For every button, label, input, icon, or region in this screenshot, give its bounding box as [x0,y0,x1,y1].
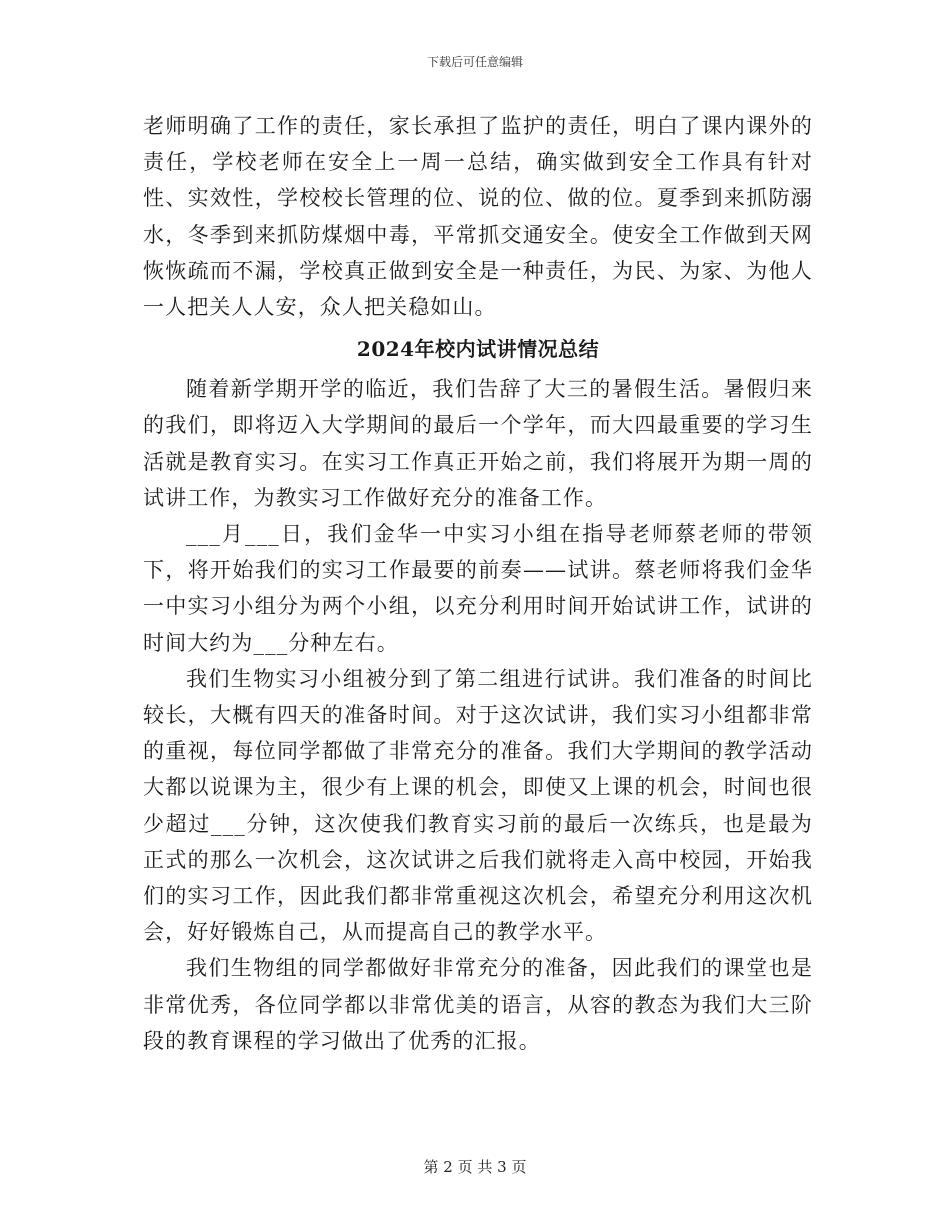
paragraph-2: ___月___日，我们金华一中实习小组在指导老师蔡老师的带领下，将开始我们的实习工作最要的前奏——试讲。蔡老师将我们金华一中实习小组分为两个小组，以充分利用时间开始试讲工作，试讲的时间大约为___分种左右。 [143,522,813,655]
section-title: 2024年校内试讲情况总结 [356,337,600,362]
intro-paragraph: 老师明确了工作的责任，家长承担了监护的责任，明白了课内课外的责任，学校老师在安全上一周一总结，确实做到安全工作具有针对性、实效性，学校校长管理的位、说的位、做的位。夏季到来抓防溺水，冬季到来抓防煤烟中毒，平常抓交通安全。使安全工作做到天网恢恢疏而不漏，学校真正做到安全是一种责任，为民、为家、为他人一人把关人人安，众人把关稳如山。 [143,114,813,320]
paragraph-1: 随着新学期开学的临近，我们告辞了大三的暑假生活。暑假归来的我们，即将迈入大学期间的最后一个学年，而大四最重要的学习生活就是教育实习。在实习工作真正开始之前，我们将展开为期一周的试讲工作，为教实习工作做好充分的准备工作。 [143,377,813,510]
header-note: 下载后可任意编辑 [426,55,523,69]
intro-section [143,108,813,325]
page-number-footer: 第 2 页 共 3 页 [423,1158,527,1176]
paragraph-3: 我们生物实习小组被分到了第二组进行试讲。我们准备的时间比较长，大概有四天的准备时间。对于这次试讲，我们实习小组都非常的重视，每位同学都做了非常充分的准备。我们大学期间的教学活动大都以说课为主，很少有上课的机会，即使又上课的机会，时间也很少超过___分钟，这次使我们教育实习前的最后一次练兵，也是最为正式的那么一次机会，这次试讲之后我们就将走入高中校园，开始我们的实习工作，因此我们都非常重视这次机会，希望充分利用这次机会，好好锻炼自己，从而提高自己的教学水平。 [143,666,813,945]
document-body [143,108,813,1059]
paragraph-4: 我们生物组的同学都做好非常充分的准备，因此我们的课堂也是非常优秀，各位同学都以非常优美的语言，从容的教态为我们大三阶段的教育课程的学习做出了优秀的汇报。 [143,956,813,1053]
